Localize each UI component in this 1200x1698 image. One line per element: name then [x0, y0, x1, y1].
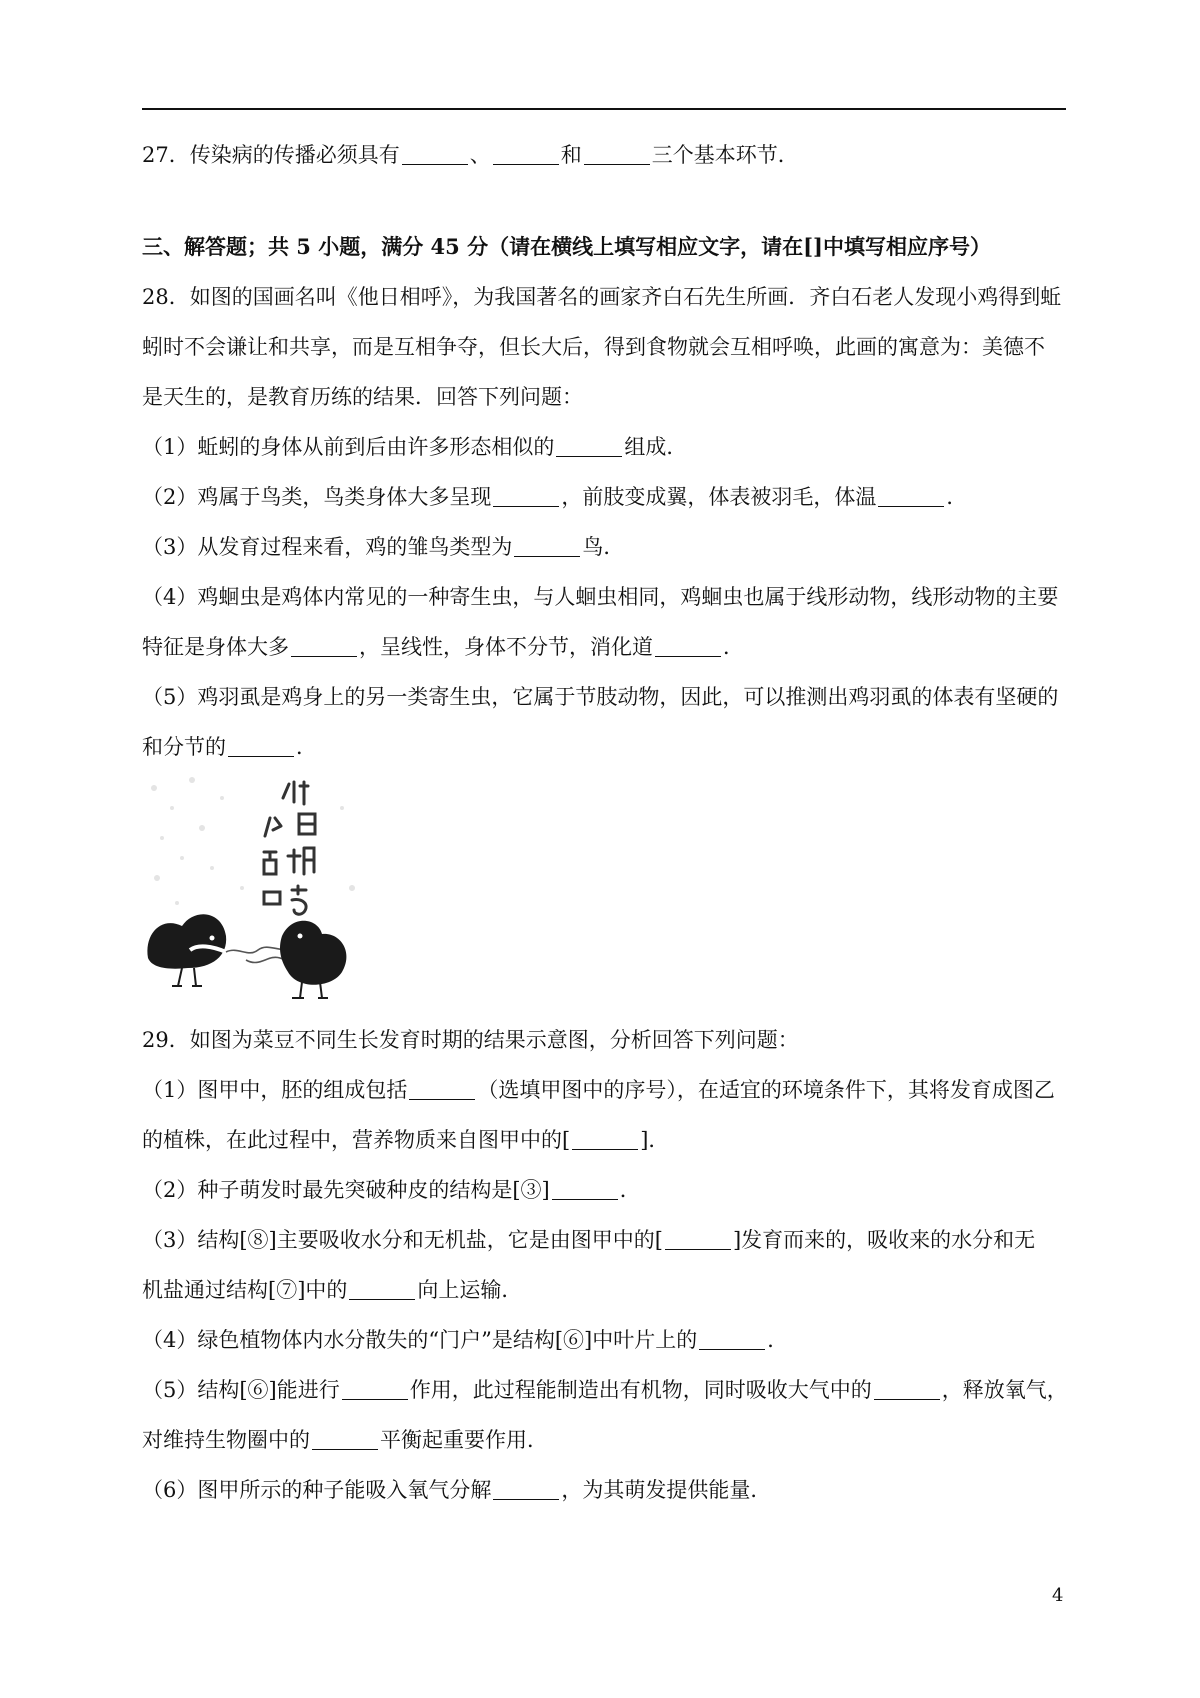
- line-text: ．: [723, 635, 744, 659]
- chick-right-icon: [280, 921, 346, 998]
- line-text: ．: [296, 735, 317, 759]
- question-line-q28-3: [142, 533, 624, 561]
- answer-blank[interactable]: [552, 1179, 618, 1200]
- chick-left-icon: [147, 914, 226, 986]
- answer-blank[interactable]: [291, 636, 357, 657]
- answer-blank[interactable]: [493, 144, 559, 165]
- line-text: ，为其萌发提供能量．: [561, 1478, 772, 1502]
- line-text: 的植株，在此过程中，营养物质来自图甲中的[: [142, 1128, 571, 1152]
- question-line-q29-3a: [142, 1226, 1035, 1254]
- line-text: 三个基本环节．: [651, 143, 799, 167]
- question-line-q29-4: [142, 1326, 788, 1354]
- line-text: ]．: [640, 1128, 670, 1152]
- question-line-q29-stem: [142, 1026, 799, 1054]
- line-text: 对维持生物圈中的: [142, 1428, 310, 1452]
- line-text: （1）蚯蚓的身体从前到后由许多形态相似的: [142, 435, 555, 459]
- line-text: 和分节的: [142, 735, 226, 759]
- question-line-q28-stem-2: [142, 333, 1045, 361]
- section-heading: [142, 233, 991, 261]
- line-text: 机盐通过结构[⑦]中的: [142, 1278, 348, 1302]
- question-line-q28-stem-1: [142, 283, 1061, 311]
- line-text: 三、解答题；共 5 小题，满分 45 分（请在横线上填写相应文字，请在[]中填写相应序号）: [142, 234, 991, 259]
- line-text: ，呈线性，身体不分节，消化道: [359, 635, 653, 659]
- line-text: 27．传染病的传播必须具有: [142, 143, 400, 167]
- answer-blank[interactable]: [493, 486, 559, 507]
- header-rule: [142, 108, 1066, 110]
- answer-blank[interactable]: [312, 1429, 378, 1450]
- line-text: （1）图甲中，胚的组成包括: [142, 1078, 408, 1102]
- line-text: 鸟．: [582, 535, 625, 559]
- qi-baishi-painting: [142, 768, 368, 1004]
- question-line-q28-5b: [142, 733, 317, 761]
- calligraphy-inscription: [264, 782, 315, 914]
- question-line-q29-5a: [142, 1376, 1068, 1404]
- line-text: （4）绿色植物体内水分散失的“门户”是结构[⑥]中叶片上的: [142, 1328, 698, 1352]
- answer-blank[interactable]: [514, 536, 580, 557]
- line-text: （5）结构[⑥]能进行: [142, 1378, 340, 1402]
- line-text: 28．如图的国画名叫《他日相呼》，为我国著名的画家齐白石先生所画．齐白石老人发现小鸡得到蚯: [142, 285, 1062, 309]
- question-line-q27: [142, 141, 799, 169]
- line-text: 组成．: [624, 435, 688, 459]
- line-text: （4）鸡蛔虫是鸡体内常见的一种寄生虫，与人蛔虫相同，鸡蛔虫也属于线形动物，线形动物的主要: [142, 585, 1059, 609]
- line-text: 向上运输．: [417, 1278, 523, 1302]
- answer-blank[interactable]: [409, 1079, 475, 1100]
- line-text: ，前肢变成翼，体表被羽毛，体温: [561, 485, 877, 509]
- line-text: （2）鸡属于鸟类，鸟类身体大多呈现: [142, 485, 492, 509]
- line-text: （选填甲图中的序号），在适宜的环境条件下，其将发育成图乙: [477, 1078, 1055, 1102]
- answer-blank[interactable]: [349, 1279, 415, 1300]
- answer-blank[interactable]: [228, 736, 294, 757]
- question-line-q29-6: [142, 1476, 771, 1504]
- question-line-q29-1a: [142, 1076, 1055, 1104]
- line-text: ，释放氧气，: [941, 1378, 1068, 1402]
- answer-blank[interactable]: [342, 1379, 408, 1400]
- line-text: 作用，此过程能制造出有机物，同时吸收大气中的: [409, 1378, 872, 1402]
- answer-blank[interactable]: [556, 436, 622, 457]
- line-text: ．: [946, 485, 968, 509]
- answer-blank[interactable]: [699, 1329, 765, 1350]
- question-line-q28-5a: [142, 683, 1058, 711]
- line-text: 和: [560, 143, 582, 167]
- question-line-q29-2: [142, 1176, 641, 1204]
- question-line-q29-3b: [142, 1276, 522, 1304]
- line-text: 平衡起重要作用．: [380, 1428, 548, 1452]
- line-text: 特征是身体大多: [142, 635, 289, 659]
- page-number: 4: [1052, 1585, 1064, 1606]
- line-text: ．: [767, 1328, 789, 1352]
- question-line-q28-4b: [142, 633, 744, 661]
- answer-blank[interactable]: [665, 1229, 731, 1250]
- line-text: （2）种子萌发时最先突破种皮的结构是[③]: [142, 1178, 550, 1202]
- line-text: 29．如图为菜豆不同生长发育时期的结果示意图，分析回答下列问题：: [142, 1028, 799, 1052]
- line-text: ]发育而来的，吸收来的水分和无: [732, 1228, 1036, 1252]
- line-text: （3）结构[⑧]主要吸收水分和无机盐，它是由图甲中的[: [142, 1228, 663, 1252]
- question-line-q28-1: [142, 433, 687, 461]
- question-line-q29-5b: [142, 1426, 548, 1454]
- line-text: 是天生的，是教育历练的结果．回答下列问题：: [142, 385, 583, 409]
- question-line-q29-1b: [142, 1126, 669, 1154]
- line-text: 蚓时不会谦让和共享，而是互相争夺，但长大后，得到食物就会互相呼唤，此画的寓意为：美德不: [142, 335, 1045, 359]
- answer-blank[interactable]: [878, 486, 944, 507]
- answer-blank[interactable]: [402, 144, 468, 165]
- line-text: （3）从发育过程来看，鸡的雏鸟类型为: [142, 535, 513, 559]
- line-text: （5）鸡羽虱是鸡身上的另一类寄生虫，它属于节肢动物，因此，可以推测出鸡羽虱的体表有坚硬的: [142, 685, 1059, 709]
- question-line-q28-stem-3: [142, 383, 583, 411]
- answer-blank[interactable]: [874, 1379, 940, 1400]
- answer-blank[interactable]: [655, 636, 721, 657]
- answer-blank[interactable]: [584, 144, 650, 165]
- question-line-q28-2: [142, 483, 967, 511]
- answer-blank[interactable]: [572, 1129, 638, 1150]
- line-text: ．: [619, 1178, 641, 1202]
- line-text: 、: [469, 143, 491, 167]
- line-text: （6）图甲所示的种子能吸入氧气分解: [142, 1478, 492, 1502]
- question-line-q28-4a: [142, 583, 1058, 611]
- answer-blank[interactable]: [493, 1479, 559, 1500]
